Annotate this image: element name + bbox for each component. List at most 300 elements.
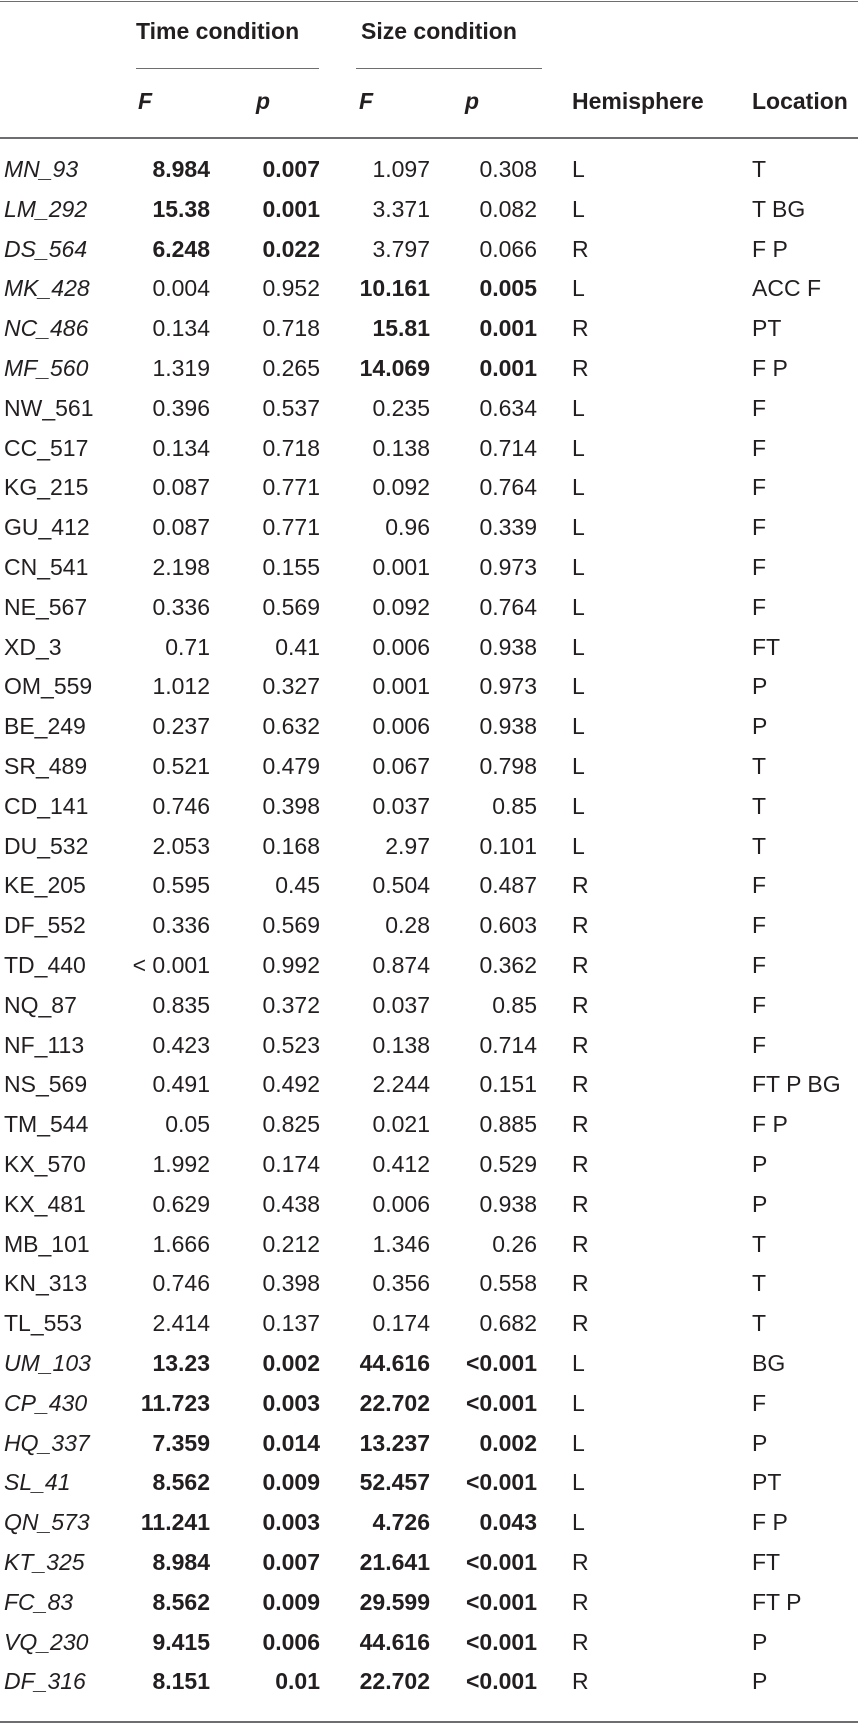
table-row — [0, 189, 858, 229]
time-f-value: 0.087 — [152, 514, 210, 541]
size-p-value: 0.082 — [479, 195, 537, 222]
size-f-value: 1.346 — [372, 1230, 430, 1257]
table-row — [0, 786, 858, 826]
hemisphere-value: L — [572, 593, 585, 620]
hemisphere-value: L — [572, 792, 585, 819]
time-p-value: 0.002 — [262, 1350, 320, 1376]
time-f-value: 0.521 — [152, 753, 210, 779]
location-value: FT — [752, 1549, 781, 1575]
time-p-value: 0.952 — [262, 275, 320, 302]
location-value: T — [752, 156, 767, 182]
time-p-value: 0.372 — [262, 991, 320, 1018]
table-row — [0, 1661, 858, 1701]
hemisphere-value: R — [572, 952, 589, 978]
time-f-value: 8.151 — [152, 1668, 210, 1695]
time-f-value: 1.319 — [152, 355, 210, 381]
size-f-value: 15.81 — [372, 315, 430, 342]
table-row — [0, 1224, 858, 1264]
cell-id: DU_532 — [4, 832, 89, 859]
size-p-value: 0.938 — [479, 713, 537, 740]
header-time-p: p — [256, 88, 271, 114]
size-f-value: 2.97 — [385, 832, 430, 859]
time-f-value: 8.984 — [152, 156, 210, 182]
hemisphere-value: L — [572, 713, 585, 740]
time-f-value: 7.359 — [152, 1429, 210, 1456]
hemisphere-value: L — [572, 195, 585, 222]
location-value: F — [752, 872, 767, 899]
hemisphere-value: R — [572, 1549, 589, 1575]
size-p-value: <0.001 — [466, 1588, 537, 1615]
cell-id: TL_553 — [4, 1310, 83, 1337]
time-p-value: 0.398 — [262, 792, 320, 819]
time-f-value: 0.336 — [152, 593, 210, 620]
time-p-value: 0.327 — [262, 673, 320, 700]
time-p-value: 0.009 — [262, 1469, 320, 1496]
table-row — [0, 1064, 858, 1104]
time-f-value: 8.562 — [152, 1469, 210, 1496]
time-f-value: 2.053 — [152, 832, 210, 859]
size-p-value: <0.001 — [466, 1628, 537, 1655]
location-value: T — [752, 1270, 767, 1297]
header-hemisphere: Hemisphere — [572, 88, 704, 114]
cell-id: XD_3 — [4, 633, 62, 660]
size-f-value: 14.069 — [359, 355, 430, 381]
location-value: F — [752, 434, 767, 461]
table-row — [0, 1144, 858, 1184]
table-row — [0, 1263, 858, 1303]
hemisphere-value: R — [572, 872, 589, 899]
location-value: P — [752, 673, 768, 700]
location-value: F — [752, 912, 767, 939]
size-f-value: 22.702 — [359, 1668, 430, 1695]
hemisphere-value: L — [572, 673, 585, 700]
time-p-value: 0.265 — [262, 355, 320, 381]
size-f-value: 3.797 — [372, 235, 430, 262]
hemisphere-value: L — [572, 434, 585, 461]
time-p-value: 0.45 — [275, 872, 320, 899]
time-p-value: 0.006 — [262, 1628, 320, 1655]
size-f-value: 0.006 — [372, 633, 430, 660]
time-condition-rule — [136, 68, 319, 69]
time-p-value: 0.569 — [262, 912, 320, 939]
table-row — [0, 1104, 858, 1144]
time-f-value: 1.012 — [152, 673, 210, 700]
cell-id: GU_412 — [4, 514, 90, 541]
size-f-value: 4.726 — [372, 1509, 430, 1536]
cell-id: MK_428 — [4, 275, 90, 302]
table-row — [0, 388, 858, 428]
cell-id: NE_567 — [4, 593, 88, 620]
cell-id: SR_489 — [4, 753, 88, 779]
location-value: F — [752, 474, 767, 501]
location-value: BG — [752, 1350, 786, 1376]
table-row — [0, 627, 858, 667]
time-f-value: 2.198 — [152, 554, 210, 580]
table-row — [0, 1423, 858, 1463]
time-p-value: 0.003 — [262, 1389, 320, 1416]
table-row — [0, 1582, 858, 1622]
time-p-value: 0.537 — [262, 394, 320, 421]
size-f-value: 44.616 — [359, 1628, 430, 1655]
hemisphere-value: L — [572, 275, 585, 302]
time-f-value: 0.087 — [152, 474, 210, 501]
time-f-value: 0.629 — [152, 1190, 210, 1217]
header-size-condition: Size condition — [361, 18, 517, 44]
cell-id: NW_561 — [4, 394, 94, 421]
cell-id: NC_486 — [4, 315, 89, 342]
time-p-value: 0.718 — [262, 315, 320, 342]
size-f-value: 0.874 — [372, 952, 430, 978]
size-f-value: 21.641 — [359, 1549, 430, 1575]
time-p-value: 0.771 — [262, 474, 320, 501]
location-value: P — [752, 1429, 768, 1456]
table-row — [0, 666, 858, 706]
hemisphere-value: L — [572, 394, 585, 421]
hemisphere-value: R — [572, 1310, 589, 1337]
time-f-value: 0.05 — [165, 1111, 210, 1138]
size-p-value: 0.885 — [479, 1111, 537, 1138]
size-f-value: 0.138 — [372, 434, 430, 461]
time-f-value: 0.595 — [152, 872, 210, 899]
size-p-value: 0.002 — [479, 1429, 537, 1456]
location-value: T — [752, 753, 767, 779]
size-p-value: 0.682 — [479, 1310, 537, 1337]
size-p-value: 0.938 — [479, 633, 537, 660]
size-f-value: 0.96 — [385, 514, 430, 541]
cell-id: MF_560 — [4, 355, 89, 381]
size-p-value: 0.001 — [479, 315, 537, 342]
table-row — [0, 348, 858, 388]
time-f-value: < 0.001 — [132, 952, 210, 978]
hemisphere-value: L — [572, 1509, 585, 1536]
size-f-value: 0.174 — [372, 1310, 430, 1337]
time-f-value: 1.992 — [152, 1151, 210, 1177]
cell-id: NQ_87 — [4, 991, 77, 1018]
size-p-value: 0.308 — [479, 156, 537, 182]
time-f-value: 2.414 — [152, 1310, 210, 1337]
size-p-value: 0.487 — [479, 872, 537, 899]
header-location: Location — [752, 88, 848, 114]
hemisphere-value: R — [572, 1588, 589, 1615]
time-p-value: 0.168 — [262, 832, 320, 859]
table-row — [0, 1542, 858, 1582]
cell-id: FC_83 — [4, 1588, 74, 1615]
size-p-value: 0.005 — [479, 275, 537, 302]
location-value: T — [752, 792, 767, 819]
size-f-value: 0.138 — [372, 1031, 430, 1058]
table-row — [0, 229, 858, 269]
location-value: F — [752, 1389, 767, 1416]
cell-id: CP_430 — [4, 1389, 88, 1416]
size-p-value: 0.151 — [479, 1071, 537, 1098]
hemisphere-value: L — [572, 156, 585, 182]
size-p-value: 0.001 — [479, 355, 537, 381]
time-p-value: 0.825 — [262, 1111, 320, 1138]
table-row — [0, 1303, 858, 1343]
size-p-value: 0.529 — [479, 1151, 537, 1177]
header-time-f: F — [138, 88, 153, 114]
location-value: FT P — [752, 1588, 802, 1615]
time-f-value: 6.248 — [152, 235, 210, 262]
time-f-value: 1.666 — [152, 1230, 210, 1257]
location-value: PT — [752, 315, 782, 342]
location-value: F — [752, 514, 767, 541]
location-value: F — [752, 991, 767, 1018]
size-f-value: 2.244 — [372, 1071, 430, 1098]
location-value: FT — [752, 633, 781, 660]
cell-id: KE_205 — [4, 872, 86, 899]
table-row — [0, 865, 858, 905]
size-f-value: 0.006 — [372, 713, 430, 740]
table-row — [0, 1025, 858, 1065]
size-condition-rule — [356, 68, 542, 69]
location-value: P — [752, 713, 768, 740]
location-value: P — [752, 1628, 768, 1655]
size-p-value: 0.764 — [479, 593, 537, 620]
table-row — [0, 1343, 858, 1383]
time-f-value: 0.835 — [152, 991, 210, 1018]
location-value: PT — [752, 1469, 782, 1496]
location-value: F — [752, 593, 767, 620]
location-value: P — [752, 1151, 768, 1177]
cell-id: TM_544 — [4, 1111, 89, 1138]
size-f-value: 52.457 — [359, 1469, 430, 1496]
time-p-value: 0.479 — [262, 753, 320, 779]
time-p-value: 0.01 — [275, 1668, 320, 1695]
size-p-value: 0.558 — [479, 1270, 537, 1297]
time-f-value: 8.984 — [152, 1549, 210, 1575]
size-p-value: 0.714 — [479, 1031, 537, 1058]
hemisphere-value: R — [572, 1628, 589, 1655]
size-f-value: 0.037 — [372, 792, 430, 819]
size-p-value: <0.001 — [466, 1549, 537, 1575]
cell-id: MB_101 — [4, 1230, 90, 1257]
location-value: T BG — [752, 195, 806, 222]
hemisphere-value: L — [572, 1429, 585, 1456]
table-row — [0, 587, 858, 627]
table-row — [0, 1184, 858, 1224]
time-f-value: 0.746 — [152, 792, 210, 819]
time-p-value: 0.771 — [262, 514, 320, 541]
hemisphere-value: R — [572, 355, 589, 381]
cell-id: MN_93 — [4, 156, 79, 182]
size-f-value: 44.616 — [359, 1350, 430, 1376]
time-p-value: 0.992 — [262, 952, 320, 978]
size-p-value: 0.85 — [492, 792, 537, 819]
size-p-value: 0.973 — [479, 554, 537, 580]
table-row — [0, 1462, 858, 1502]
hemisphere-value: L — [572, 474, 585, 501]
size-f-value: 13.237 — [359, 1429, 430, 1456]
hemisphere-value: R — [572, 912, 589, 939]
time-p-value: 0.523 — [262, 1031, 320, 1058]
size-f-value: 22.702 — [359, 1389, 430, 1416]
location-value: T — [752, 1310, 767, 1337]
table-row — [0, 547, 858, 587]
header-time-condition: Time condition — [136, 18, 300, 44]
cell-id: BE_249 — [4, 713, 86, 740]
size-p-value: <0.001 — [466, 1668, 537, 1695]
table-row — [0, 746, 858, 786]
time-p-value: 0.155 — [262, 554, 320, 580]
cell-id: KX_481 — [4, 1190, 86, 1217]
hemisphere-value: R — [572, 1190, 589, 1217]
size-p-value: 0.101 — [479, 832, 537, 859]
size-f-value: 0.092 — [372, 593, 430, 620]
size-f-value: 0.006 — [372, 1190, 430, 1217]
location-value: F — [752, 394, 767, 421]
cell-id: NF_113 — [4, 1031, 85, 1058]
size-p-value: 0.938 — [479, 1190, 537, 1217]
hemisphere-value: R — [572, 1071, 589, 1098]
time-f-value: 0.396 — [152, 394, 210, 421]
table-row — [0, 467, 858, 507]
cell-id: NS_569 — [4, 1071, 88, 1098]
hemisphere-value: R — [572, 1230, 589, 1257]
size-p-value: 0.634 — [479, 394, 537, 421]
cell-id: KX_570 — [4, 1151, 86, 1177]
cell-id: DS_564 — [4, 235, 88, 262]
size-p-value: 0.362 — [479, 952, 537, 978]
time-f-value: 8.562 — [152, 1588, 210, 1615]
table-row — [0, 308, 858, 348]
hemisphere-value: R — [572, 1668, 589, 1695]
location-value: F P — [752, 1509, 788, 1536]
time-p-value: 0.492 — [262, 1071, 320, 1098]
time-f-value: 0.134 — [152, 315, 210, 342]
size-f-value: 0.504 — [372, 872, 430, 899]
size-f-value: 0.037 — [372, 991, 430, 1018]
table-bottom-rule — [0, 1721, 858, 1723]
size-f-value: 0.356 — [372, 1270, 430, 1297]
table-row — [0, 905, 858, 945]
cell-id: HQ_337 — [4, 1429, 90, 1456]
cell-id: KT_325 — [4, 1549, 85, 1575]
location-value: F — [752, 554, 767, 580]
time-p-value: 0.438 — [262, 1190, 320, 1217]
size-f-value: 0.021 — [372, 1111, 430, 1138]
hemisphere-value: R — [572, 1151, 589, 1177]
time-f-value: 13.23 — [152, 1350, 210, 1376]
cell-id: CN_541 — [4, 554, 89, 580]
location-value: P — [752, 1190, 768, 1217]
hemisphere-value: L — [572, 753, 585, 779]
time-p-value: 0.014 — [262, 1429, 320, 1456]
time-p-value: 0.022 — [262, 235, 320, 262]
size-p-value: 0.798 — [479, 753, 537, 779]
cell-id: UM_103 — [4, 1350, 91, 1376]
hemisphere-value: R — [572, 991, 589, 1018]
table-row — [0, 507, 858, 547]
hemisphere-value: L — [572, 1389, 585, 1416]
table-row — [0, 706, 858, 746]
time-f-value: 0.746 — [152, 1270, 210, 1297]
time-p-value: 0.009 — [262, 1588, 320, 1615]
hemisphere-value: R — [572, 1031, 589, 1058]
table-row — [0, 268, 858, 308]
time-f-value: 11.241 — [140, 1509, 210, 1536]
time-f-value: 0.237 — [152, 713, 210, 740]
hemisphere-value: L — [572, 554, 585, 580]
time-p-value: 0.007 — [262, 156, 320, 182]
time-f-value: 0.71 — [165, 633, 210, 660]
size-f-value: 1.097 — [372, 156, 430, 182]
size-p-value: 0.714 — [479, 434, 537, 461]
time-p-value: 0.174 — [262, 1151, 320, 1177]
table-top-rule — [0, 1, 858, 2]
size-p-value: 0.603 — [479, 912, 537, 939]
cell-id: DF_316 — [4, 1668, 86, 1695]
time-f-value: 0.423 — [152, 1031, 210, 1058]
size-f-value: 10.161 — [359, 275, 430, 302]
cell-id: CD_141 — [4, 792, 89, 819]
time-f-value: 0.004 — [152, 275, 210, 302]
hemisphere-value: R — [572, 1111, 589, 1138]
time-p-value: 0.569 — [262, 593, 320, 620]
table-row — [0, 428, 858, 468]
hemisphere-value: L — [572, 1469, 585, 1496]
size-p-value: 0.85 — [492, 991, 537, 1018]
location-value: ACC F — [752, 275, 821, 302]
cell-id: OM_559 — [4, 673, 93, 700]
size-p-value: <0.001 — [466, 1469, 537, 1496]
table-row — [0, 1383, 858, 1423]
time-p-value: 0.001 — [262, 195, 320, 222]
location-value: T — [752, 1230, 767, 1257]
time-p-value: 0.212 — [262, 1230, 320, 1257]
size-p-value: <0.001 — [466, 1350, 537, 1376]
location-value: F P — [752, 355, 788, 381]
time-f-value: 15.38 — [152, 195, 210, 222]
time-f-value: 0.336 — [152, 912, 210, 939]
location-value: F — [752, 952, 767, 978]
size-f-value: 0.092 — [372, 474, 430, 501]
location-value: F P — [752, 1111, 788, 1138]
time-p-value: 0.718 — [262, 434, 320, 461]
time-p-value: 0.398 — [262, 1270, 320, 1297]
cell-id: KG_215 — [4, 474, 89, 501]
cell-id: VQ_230 — [4, 1628, 89, 1655]
location-value: FT P BG — [752, 1071, 841, 1098]
location-value: F — [752, 1031, 767, 1058]
size-f-value: 0.412 — [372, 1151, 430, 1177]
hemisphere-value: L — [572, 633, 585, 660]
table-row — [0, 945, 858, 985]
cell-id: SL_41 — [4, 1469, 71, 1496]
location-value: P — [752, 1668, 768, 1695]
location-value: F P — [752, 235, 788, 262]
table-row — [0, 149, 858, 189]
hemisphere-value: R — [572, 1270, 589, 1297]
size-f-value: 0.067 — [372, 753, 430, 779]
location-value: T — [752, 832, 767, 859]
cell-id: TD_440 — [4, 952, 86, 978]
size-f-value: 29.599 — [359, 1588, 430, 1615]
time-p-value: 0.003 — [262, 1509, 320, 1536]
size-f-value: 0.001 — [372, 554, 430, 580]
cell-id: CC_517 — [4, 434, 89, 461]
table-row — [0, 1622, 858, 1662]
size-p-value: 0.973 — [479, 673, 537, 700]
cell-id: QN_573 — [4, 1509, 90, 1536]
hemisphere-value: L — [572, 832, 585, 859]
cell-id: LM_292 — [4, 195, 88, 222]
header-bottom-rule — [0, 137, 858, 139]
hemisphere-value: L — [572, 1350, 585, 1376]
size-p-value: 0.764 — [479, 474, 537, 501]
time-f-value: 0.134 — [152, 434, 210, 461]
time-p-value: 0.007 — [262, 1549, 320, 1575]
